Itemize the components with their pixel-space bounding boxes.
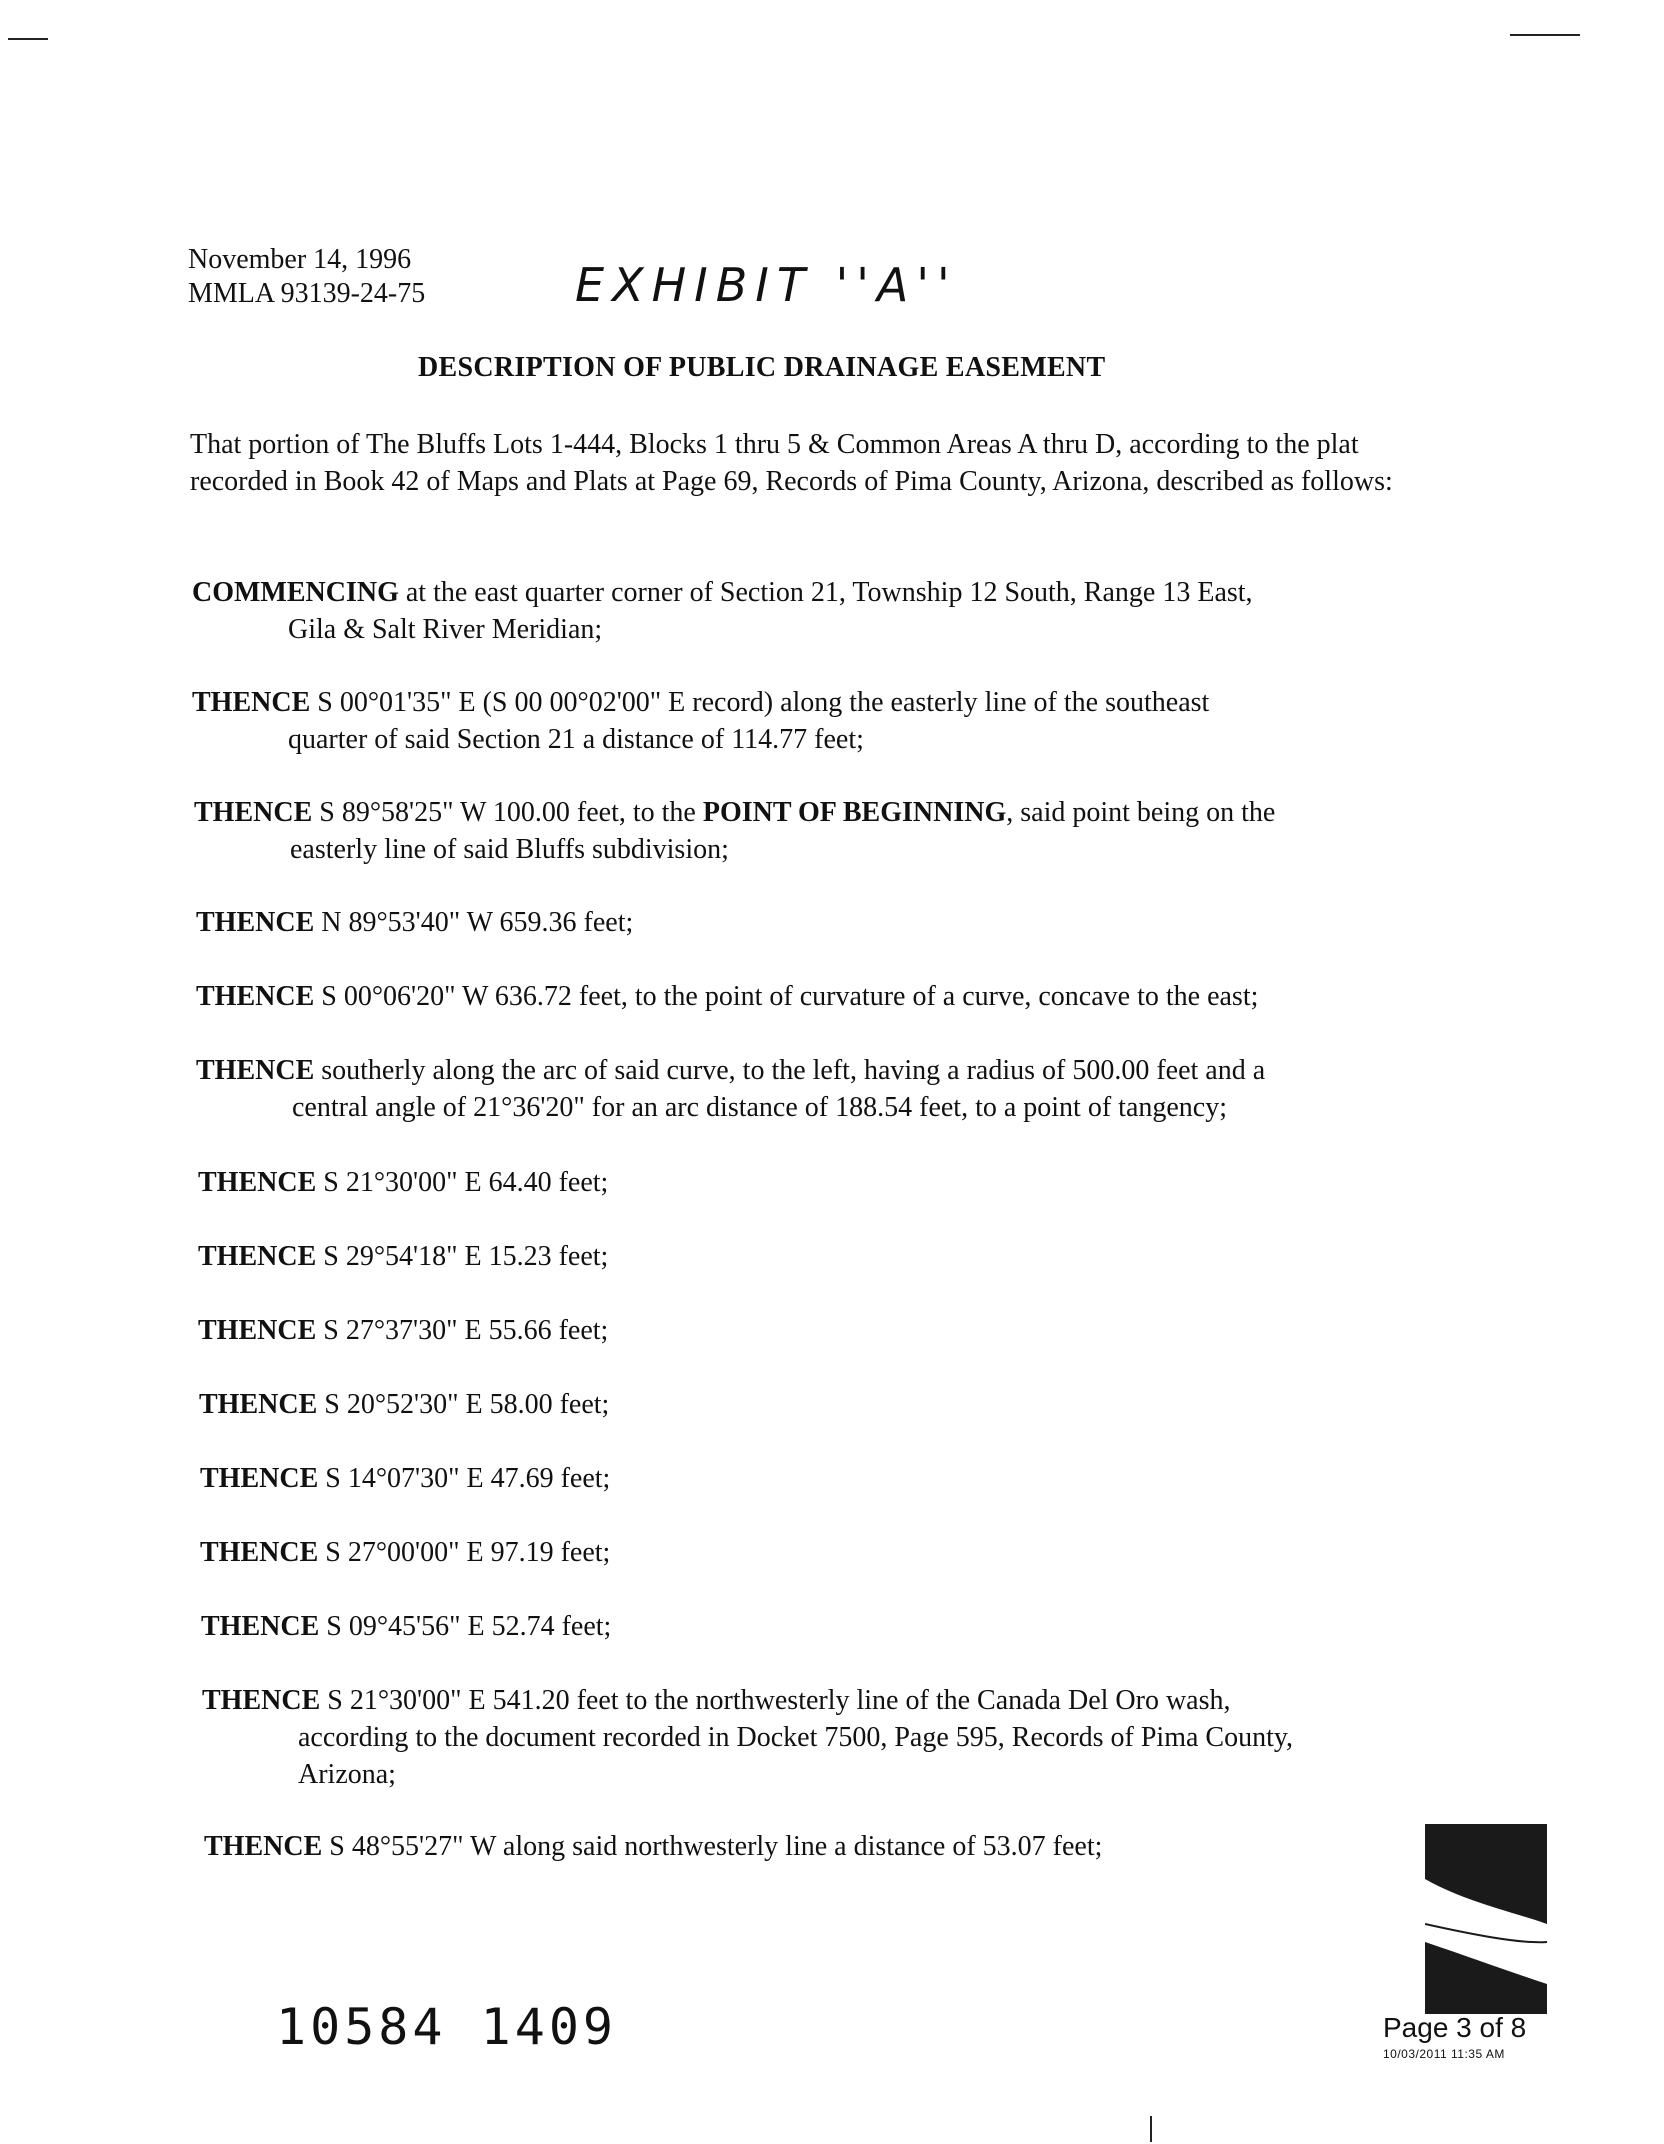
course-keyword: THENCE [196,981,315,1012]
scan-mark [1150,2116,1152,2142]
course-keyword: THENCE [199,1389,318,1420]
course-text: S 89°58'25" W 100.00 feet, to the [312,797,703,828]
course-item [196,904,1436,941]
course-item [200,1460,1440,1497]
point-of-beginning-label: POINT OF BEGINNING [702,797,1007,828]
document-title: DESCRIPTION OF PUBLIC DRAINAGE EASEMENT [418,352,1106,383]
intro-paragraph: That portion of The Bluffs Lots 1-444, Blocks 1 thru 5 & Common Areas A thru D, according to the plat recorded in Book 42 of Maps and Plats at Page 69, Records of Pima County, Arizona, described as follows: [190,429,1393,497]
page-timestamp: 10/03/2011 11:35 AM [1383,2047,1505,2061]
course-item [198,1312,1438,1349]
course-text: S 20°52'30" E 58.00 feet; [317,1389,610,1420]
course-text-cont: Gila & Salt River Meridian; [288,614,603,645]
recording-number: 10584 1409 [276,1998,618,2056]
recorder-logo [1425,1824,1547,2014]
course-item [199,1386,1439,1423]
exhibit-label: EXHIBIT ''A'' [575,258,958,312]
course-text: S 21°30'00" E 64.40 feet; [316,1167,609,1198]
course-text: S 09°45'56" E 52.74 feet; [319,1611,612,1642]
course-text: S 00°06'20" W 636.72 feet, to the point of curvature of a curve, concave to the east; [314,981,1259,1012]
course-keyword: THENCE [200,1463,319,1494]
course-item [196,978,1436,1015]
course-keyword: THENCE [198,1241,317,1272]
course-point-of-beginning [194,794,1434,868]
course-text: S 29°54'18" E 15.23 feet; [316,1241,609,1272]
course-text: S 27°00'00" E 97.19 feet; [318,1537,611,1568]
course-text: S 21°30'00" E 541.20 feet to the northwesterly line of the Canada Del Oro wash, [320,1685,1231,1716]
course-curve [196,1052,1436,1126]
course-text: at the east quarter corner of Section 21, Township 12 South, Range 13 East, [398,577,1253,608]
course-item [200,1534,1440,1571]
course-keyword: THENCE [198,1167,317,1198]
page-number: Page 3 of 8 [1383,2012,1527,2043]
course-keyword: THENCE [201,1611,320,1642]
course-text: southerly along the arc of said curve, to the left, having a radius of 500.00 feet and a [314,1055,1266,1086]
course-keyword: THENCE [196,1055,315,1086]
course-keyword: THENCE [194,797,313,828]
course-item [198,1164,1438,1201]
course-keyword: THENCE [192,687,311,718]
course-keyword: THENCE [200,1537,319,1568]
course-text-cont: Arizona; [298,1759,396,1790]
course-text: S 48°55'27" W along said northwesterly line a distance of 53.07 feet; [322,1831,1103,1862]
course-text: S 27°37'30" E 55.66 feet; [316,1315,609,1346]
course-item [198,1238,1438,1275]
course-keyword: THENCE [196,907,315,938]
course-keyword: THENCE [198,1315,317,1346]
course-text: S 14°07'30" E 47.69 feet; [318,1463,611,1494]
scan-mark [8,38,48,40]
course-commencing [192,574,1432,648]
course-text: S 00°01'35" E (S 00 00°02'00" E record) along the easterly line of the southeast [310,687,1210,718]
document-date: November 14, 1996 [188,244,412,275]
course-item [201,1608,1441,1645]
course-text-tail: , said point being on the [1006,797,1276,828]
course-text-cont: central angle of 21°36'20" for an arc distance of 188.54 feet, to a point of tangency; [292,1092,1228,1123]
course-keyword: COMMENCING [192,577,399,608]
course-wash [202,1682,1442,1793]
course-keyword: THENCE [204,1831,323,1862]
course-item [192,684,1432,758]
course-keyword: THENCE [202,1685,321,1716]
course-item [204,1828,1444,1865]
course-text-cont: according to the document recorded in Docket 7500, Page 595, Records of Pima County, [298,1722,1294,1753]
scan-mark [1510,34,1580,36]
course-text: N 89°53'40" W 659.36 feet; [314,907,634,938]
course-text-cont: easterly line of said Bluffs subdivision; [290,834,729,865]
course-text-cont: quarter of said Section 21 a distance of 114.77 feet; [288,724,864,755]
document-reference: MMLA 93139-24-75 [188,278,426,309]
